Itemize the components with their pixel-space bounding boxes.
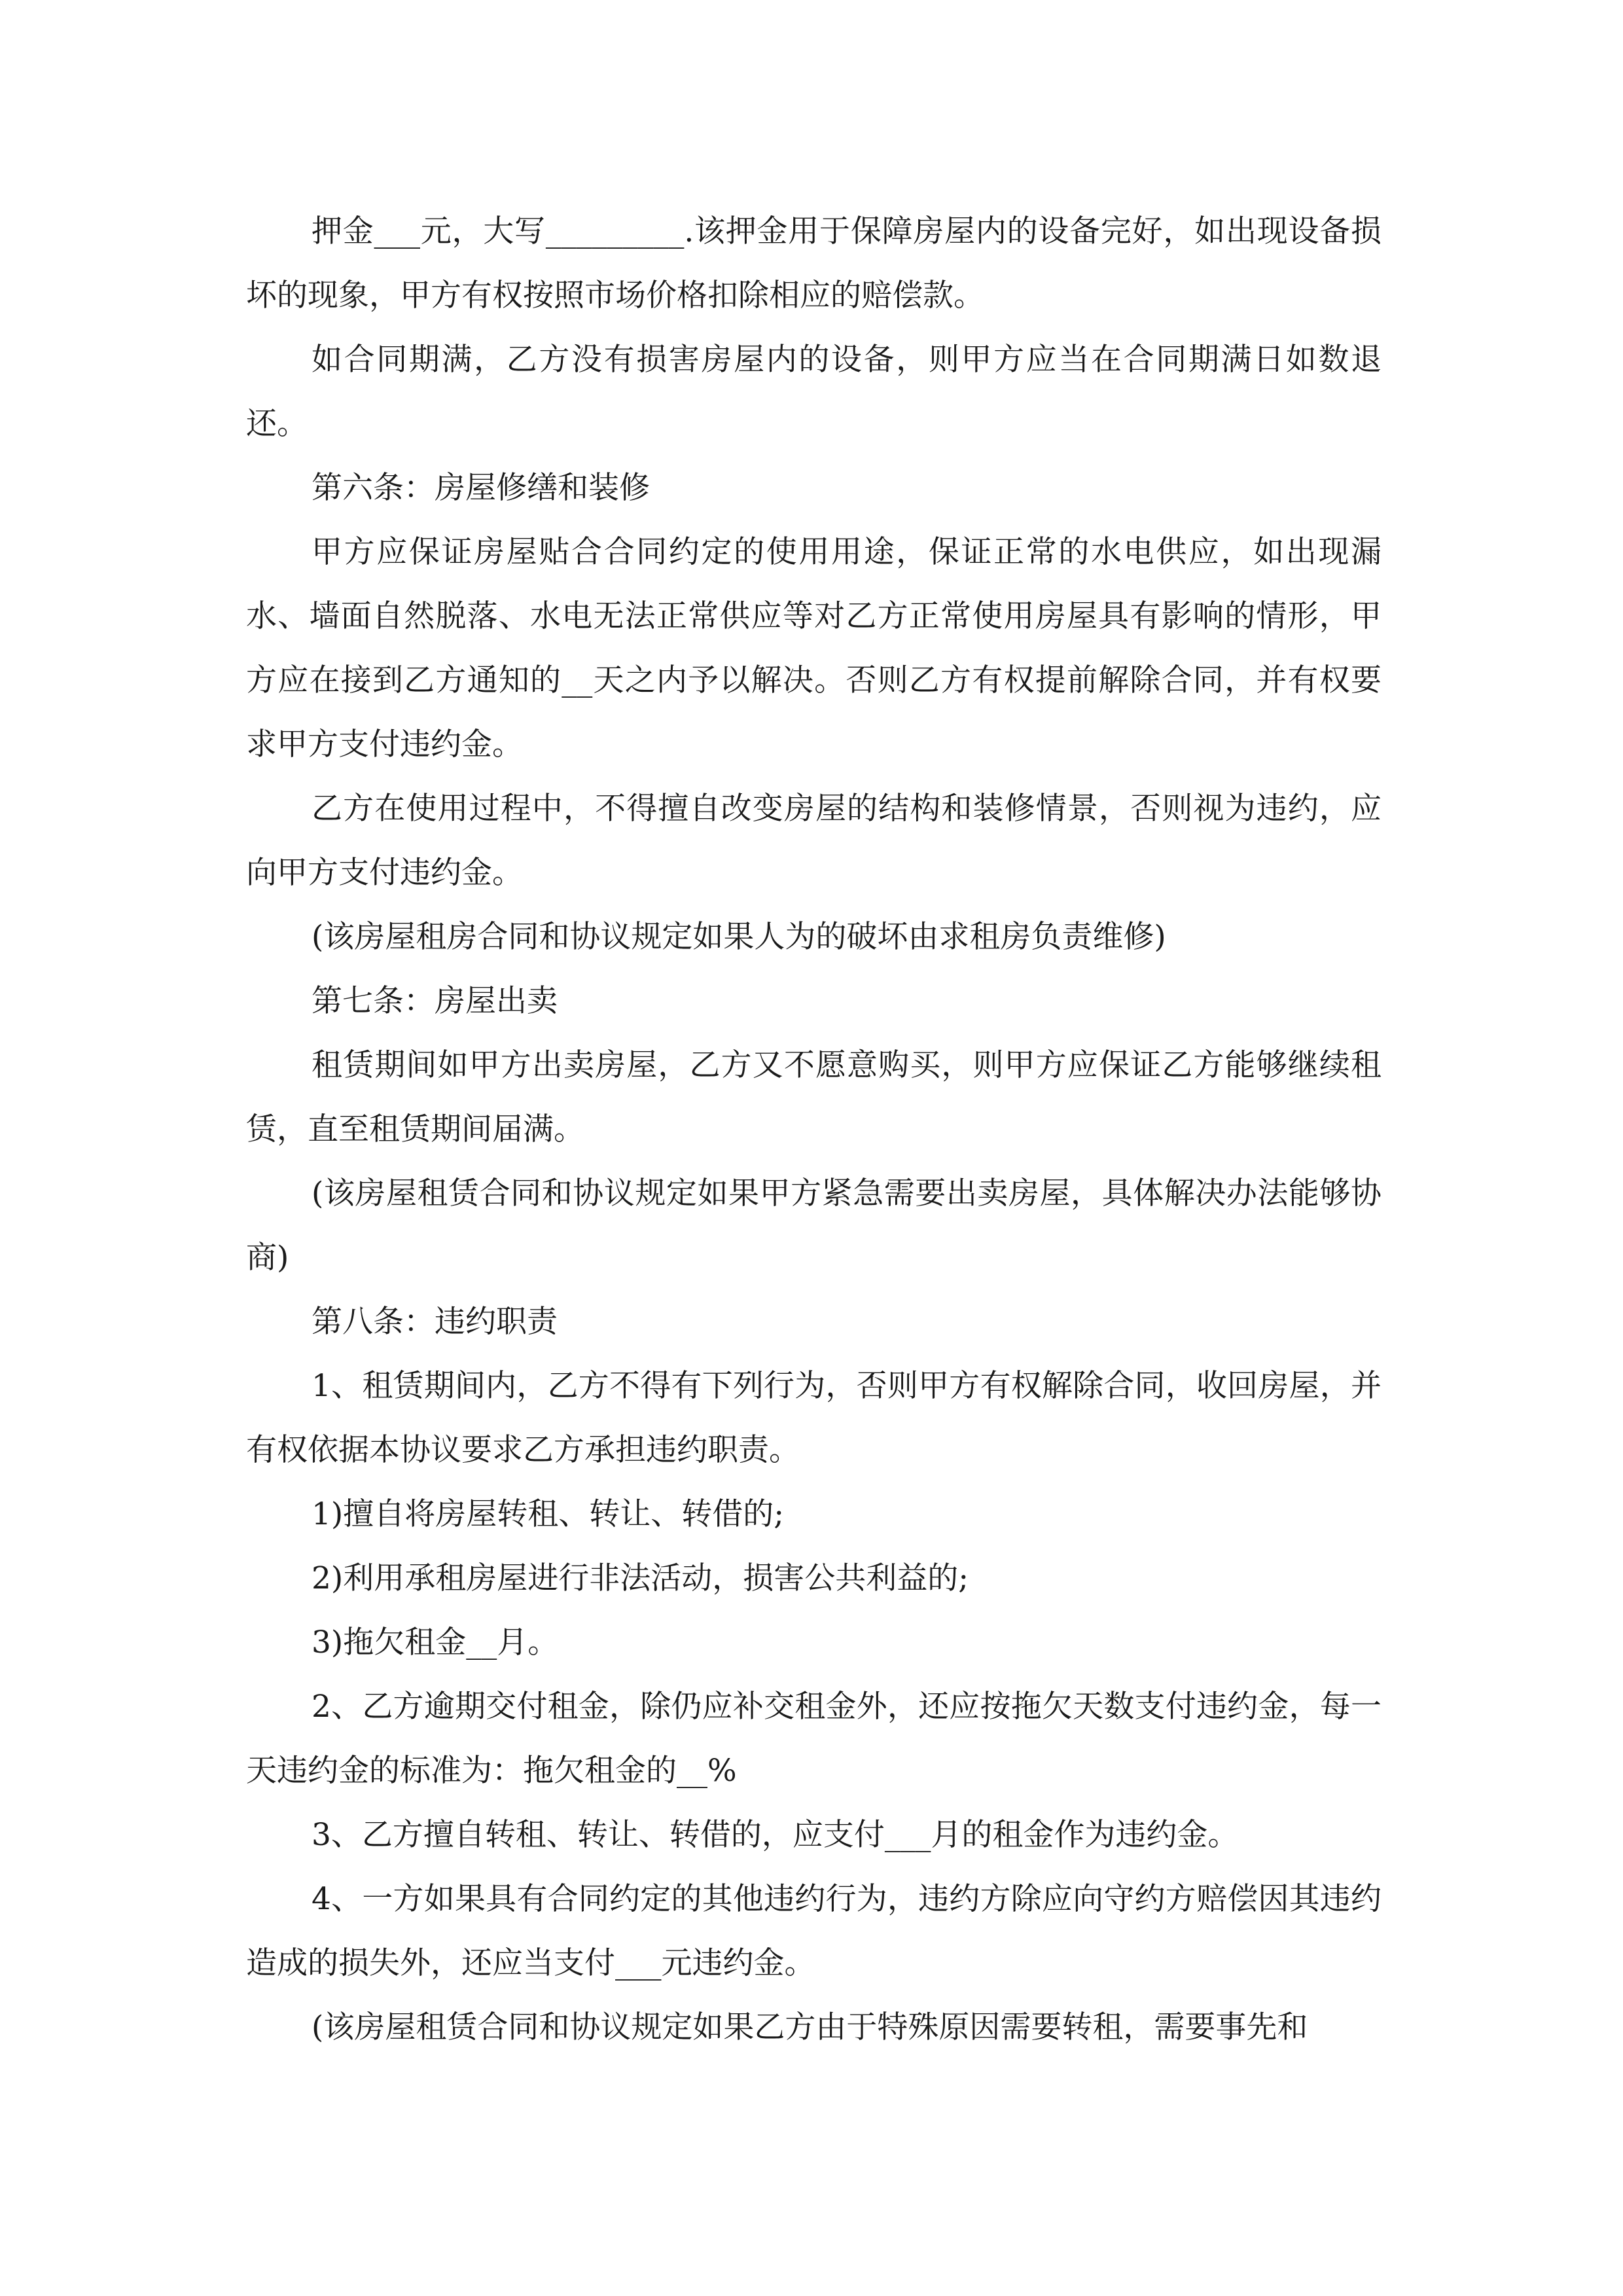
clause-8-1: 1、租赁期间内，乙方不得有下列行为，否则甲方有权解除合同，收回房屋，并有权依据本协议要求乙方承担违约职责。	[246, 1368, 1382, 1468]
clause-8-4: 4、一方如果具有合同约定的其他违约行为，违约方除应向守约方赔偿因其违约造成的损失外，还应当支付___元违约金。	[246, 1881, 1382, 1981]
paragraph-landlord-repairs: 甲方应保证房屋贴合合同约定的使用用途，保证正常的水电供应，如出现漏水、墙面自然脱落、水电无法正常供应等对乙方正常使用房屋具有影响的情形，甲方应在接到乙方通知的__天之内予以解决。否则乙方有权提前解除合同，并有权要求甲方支付违约金。	[246, 534, 1382, 762]
paragraph-deposit-refund: 如合同期满，乙方没有损害房屋内的设备，则甲方应当在合同期满日如数退还。	[246, 342, 1382, 442]
clause-8-1-item-1: 1)擅自将房屋转租、转让、转借的;	[312, 1496, 785, 1532]
note-sublease: (该房屋租赁合同和协议规定如果乙方由于特殊原因需要转租，需要事先和	[312, 2009, 1308, 2045]
paragraph-sale-during-lease: 租赁期间如甲方出卖房屋，乙方又不愿意购买，则甲方应保证乙方能够继续租赁，直至租赁期间届满。	[246, 1047, 1382, 1147]
paragraph-tenant-alterations: 乙方在使用过程中，不得擅自改变房屋的结构和装修情景，否则视为违约，应向甲方支付违约金。	[246, 791, 1382, 891]
clause-8-1-item-3: 3)拖欠租金__月。	[312, 1624, 559, 1660]
clause-8-3: 3、乙方擅自转租、转让、转借的，应支付___月的租金作为违约金。	[312, 1817, 1239, 1853]
clause-8-1-item-2: 2)利用承租房屋进行非法活动，损害公共利益的;	[312, 1560, 969, 1596]
note-urgent-sale: (该房屋租赁合同和协议规定如果甲方紧急需要出卖房屋，具体解决办法能够协商)	[246, 1175, 1382, 1276]
article-6-heading: 第六条：房屋修缮和装修	[312, 470, 650, 506]
clause-8-2: 2、乙方逾期交付租金，除仍应补交租金外，还应按拖欠天数支付违约金，每一天违约金的标准为：拖欠租金的__%	[246, 1689, 1382, 1789]
document-body	[246, 200, 1382, 2060]
note-repair-responsibility: (该房屋租房合同和协议规定如果人为的破坏由求租房负责维修)	[312, 919, 1166, 955]
article-7-heading: 第七条：房屋出卖	[312, 983, 558, 1019]
article-8-heading: 第八条：违约职责	[312, 1304, 558, 1340]
paragraph-deposit: 押金___元，大写_________.该押金用于保障房屋内的设备完好，如出现设备损坏的现象，甲方有权按照市场价格扣除相应的赔偿款。	[246, 213, 1382, 314]
